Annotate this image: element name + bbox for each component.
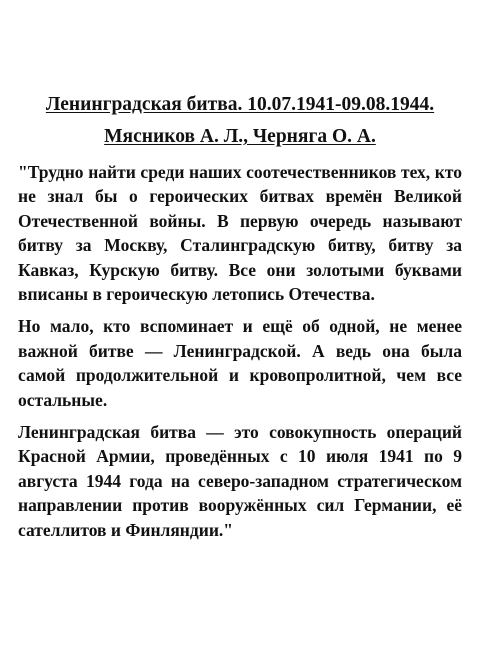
paragraph-leningrad-importance: Но мало, кто вспоминает и ещё об одной, не менее важной битве — Ленинградской. А ведь она была самой продолжительной и кровопролитной, чем все остальные. — [18, 316, 462, 410]
paragraph-intro: "Трудно найти среди наших соотечественников тех, кто не знал бы о героических битвах времён Великой Отечественной войны. В первую очередь называют битву за Москву, Сталинградскую битву, битву за Кавказ, Курскую битву. Все они золотыми буквами вписаны в героическую летопись Отечества. — [18, 162, 462, 305]
paragraph-battle-definition: Ленинградская битва — это совокупность операций Красной Армии, проведённых с 10 июля 1941 по 9 августа 1944 года на северо-западном стратегическом направлении против вооружённых сил Германии, её сателлитов и Финляндии." — [18, 422, 462, 540]
document-title-line-1: Ленинградская битва. 10.07.1941-09.08.1944. — [45, 94, 435, 115]
document-title-line-2: Мясников А. Л., Черняга О. А. — [104, 126, 376, 147]
